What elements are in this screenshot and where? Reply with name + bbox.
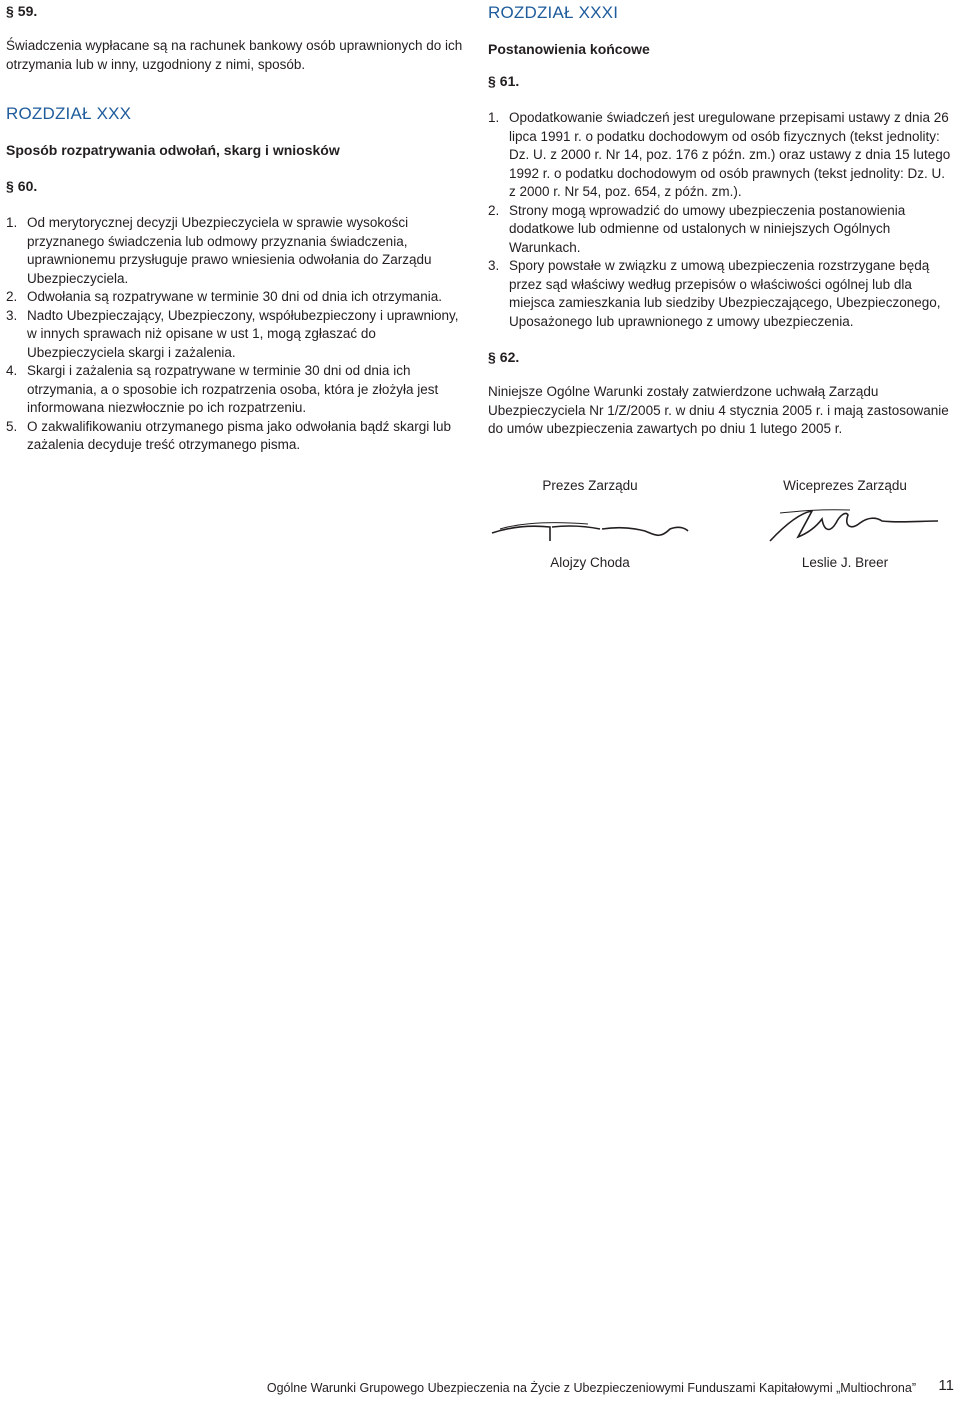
list-item [6,214,468,288]
section-symbol: § [6,178,14,194]
item-text: Od merytorycznej decyzji Ubezpieczyciela w sprawie wysokości przyznanego świadczenia lub odmowy przyznania świadczenia, uprawnionemu przysługuje prawo wniesienia odwołania do Zarządu Ubezpieczyciela. [27,215,432,286]
appeals-list [6,214,468,455]
paragraph-number: 62. [499,349,520,365]
item-text: Skargi i zażalenia są rozpatrywane w terminie 30 dni od dnia ich otrzymania, a o sposobie ich rozpatrzenia osoba, która je złożyła jest informowana niezwłocznie po ich rozpatrzeniu. [27,363,439,415]
signature-president-image [490,505,690,545]
item-text: Nadto Ubezpieczający, Ubezpieczony, współubezpieczony i uprawniony, w innych sprawach niż opisane w ust 1, mogą zgłaszać do Ubezpieczyciela skargi i zażalenia. [27,307,459,360]
item-text: O zakwalifikowaniu otrzymanego pisma jako odwołania bądź skargi lub zażalenia decyduje treść otrzymanego pisma. [27,418,451,452]
item-number: 1. [488,110,500,125]
signature-block-vice-president [750,478,940,570]
list-item [488,109,953,202]
signatory-name: Leslie J. Breer [801,555,889,570]
signature-vice-president-image [750,505,940,545]
chapter-heading: ROZDZIAŁ XXX [6,104,132,123]
item-number: 5. [6,418,18,434]
item-number: 3. [488,258,500,273]
section-symbol: § [488,349,496,365]
paragraph-number: 61. [499,73,520,89]
item-number: 2. [488,202,500,218]
item-text: Odwołania są rozpatrywane w terminie 30 dni od dnia ich otrzymania. [27,289,442,304]
signature-role: Wiceprezes Zarządu [783,478,907,493]
item-number: 4. [6,363,18,378]
page-footer [0,1377,960,1407]
list-item [488,202,953,258]
list-item [6,288,468,307]
item-number: 2. [6,289,18,304]
left-column [6,0,468,455]
list-item [6,418,468,455]
paragraph-62-text: Niniejsze Ogólne Warunki zostały zatwierdzone uchwałą Zarządu Ubezpieczyciela Nr 1/Z/2005 r. w dniu 4 stycznia 2005 r. i mają zastosowanie do umów ubezpieczenia zawartych po dniu 1 lutego 2005 r. [488,384,949,436]
footer-document-title: Ogólne Warunki Grupowego Ubezpieczenia na Życie z Ubezpieczeniowymi Funduszami Kapitałowymi „Multiochrona” [266,1381,916,1395]
signature-role: Prezes Zarządu [542,478,638,493]
list-item [6,307,468,363]
paragraph-number: 60. [17,178,38,194]
list-item [488,257,953,331]
chapter-subtitle: Postanowienia końcowe [488,41,650,57]
chapter-subtitle: Sposób rozpatrywania odwołań, skarg i wniosków [6,142,340,158]
section-symbol: § [488,73,496,89]
paragraph-59-heading [6,3,468,19]
paragraph-61-heading [488,73,953,89]
paragraph-60-heading [6,178,468,194]
right-column [488,0,953,439]
item-text: Strony mogą wprowadzić do umowy ubezpieczenia postanowienia dodatkowe lub odmienne od ustalonych w niniejszych Ogólnych Warunkach. [509,202,906,255]
chapter-heading: ROZDZIAŁ XXXI [488,3,619,22]
item-text: Opodatkowanie świadczeń jest uregulowane przepisami ustawy z dnia 26 lipca 1991 r. o podatku dochodowym od osób fizycznych (tekst jednolity: Dz. U. z 2000 r. Nr 14, poz. 176 z późn. zm.) oraz ustawy z dnia 15 lutego 1992 r. o podatku dochodowym od osób prawnych (tekst jednolity: Dz. U. z 2000 r. Nr 54, poz. 654, z późn. zm.). [509,110,951,199]
signatory-name: Alojzy Choda [550,555,630,570]
paragraph-59-text: Świadczenia wypłacane są na rachunek bankowy osób uprawnionych do ich otrzymania lub w inny, uzgodniony z nimi, sposób. [6,38,463,72]
list-item [6,362,468,418]
item-number: 3. [6,307,18,323]
paragraph-number: 59. [17,3,38,19]
page-number: 11 [938,1377,954,1394]
section-symbol: § [6,3,14,19]
signature-block-president [490,478,690,570]
item-text: Spory powstałe w związku z umową ubezpieczenia rozstrzygane będą przez sąd właściwy według przepisów o właściwości ogólnej lub dla miejsca zamieszkania lub siedziby Ubezpieczającego, Ubezpieczonego, Uposażonego lub uprawnionego z umowy ubezpieczenia. [509,258,941,329]
item-number: 1. [6,215,18,230]
paragraph-62-heading [488,349,953,365]
final-provisions-list [488,109,953,331]
